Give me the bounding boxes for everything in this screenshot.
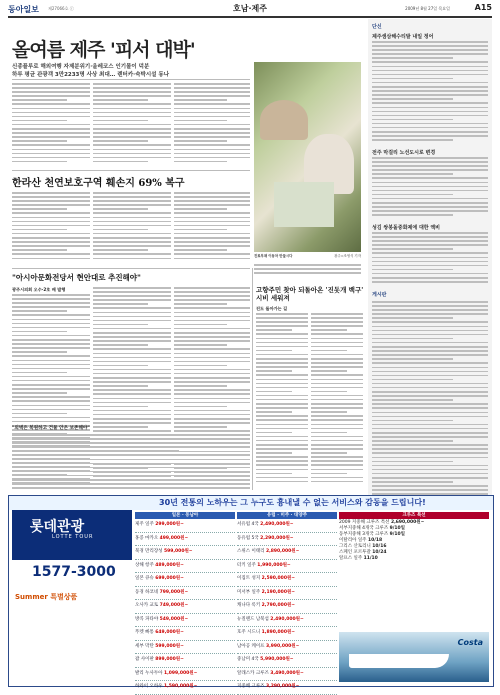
ad-table-row[interactable]: [237, 573, 337, 587]
article4-sub: 진도 돌아가는 길: [256, 306, 288, 311]
ad-product-name: 푸켓 빠통: [135, 630, 156, 635]
news-photo: [254, 62, 361, 252]
article4-headline: 고향주민 찾아 되돌아온 '진돗개 백구' 시비 세워져: [256, 286, 364, 302]
masthead: 동아일보: [8, 5, 39, 14]
ad-product-name: 동유럽 5국: [237, 535, 261, 541]
ad-product-price: 549,000원~: [159, 616, 189, 622]
article1-headline: 올여름 제주 '피서 대박': [12, 39, 195, 61]
ad-table-row[interactable]: [339, 555, 489, 561]
ad-table-row[interactable]: [135, 681, 235, 695]
ad-table-row[interactable]: [135, 600, 235, 614]
ad-product-price: 2,490,000원~: [260, 522, 294, 527]
ad-table-row[interactable]: [237, 546, 337, 560]
ad-table-row[interactable]: [237, 627, 337, 641]
header-rule: [8, 16, 492, 18]
ad-table-row[interactable]: [237, 587, 337, 601]
ad-table-row[interactable]: [237, 668, 337, 682]
photo-table: [274, 182, 334, 227]
ad-product-price: 9/10일: [389, 532, 406, 537]
ad-table-row[interactable]: [237, 519, 337, 533]
ad-product-name: 홍콩 마카오: [135, 535, 160, 541]
ad-product-name: 오사카 교토: [135, 603, 160, 608]
ad-product-price: 2,190,000원~: [261, 589, 296, 595]
article3-sub2: "외벽은 복원하고 건물 안은 보존해야": [12, 426, 90, 431]
ad-product-name: 제주 일주: [135, 522, 156, 527]
section-title: 호남·제주: [233, 4, 267, 13]
article4-body-col2: [311, 313, 363, 485]
ad-product-name: 서부지중해 4개국 크루즈: [339, 526, 390, 531]
ad-product-name: 스페인 포르투갈: [339, 550, 373, 555]
ad-table-row[interactable]: [135, 614, 235, 628]
sidebar-body-1: [372, 41, 488, 143]
ad-table-row[interactable]: [135, 587, 235, 601]
article2-body-col1: [12, 192, 90, 262]
ad-product-price: 10/24: [372, 550, 387, 555]
ad-brand-name: 롯데관광: [30, 519, 85, 535]
ad-product-name: 방콕 파타야: [135, 616, 160, 622]
ad-product-price: 799,000원~: [159, 589, 189, 595]
ad-product-price: 2,890,000원~: [265, 549, 300, 554]
photo-person: [260, 100, 308, 140]
ad-phone-box: [12, 560, 132, 588]
ad-product-name: 괌 사이판: [135, 657, 156, 662]
ad-product-name: 발리 누사두아: [135, 670, 164, 676]
ad-table-row[interactable]: [135, 641, 235, 655]
ad-product-price: 2,790,000원~: [261, 603, 296, 608]
ad-product-price: 3,290,000원~: [265, 684, 300, 689]
ad-product-price: 599,000원~: [163, 549, 193, 554]
ad-product-price: 10/18: [367, 538, 383, 543]
article4-body-col1: [256, 313, 308, 485]
ad-product-name: 스위스 이태리: [237, 549, 266, 554]
ad-table-row[interactable]: [135, 519, 235, 533]
sidebar-badge: 단신: [372, 24, 382, 30]
advertisement[interactable]: [8, 495, 494, 687]
ad-table-header: 크루즈 특선: [339, 512, 489, 519]
sidebar-body-3: [372, 232, 488, 285]
ad-product-name: 남아공 케이프: [237, 643, 266, 649]
ad-product-name: 하와이 오하우: [135, 684, 164, 689]
ad-phone-number: 1577-3000: [32, 564, 116, 580]
article2-headline: 한라산 천연보호구역 훼손지 69% 복구: [12, 178, 185, 189]
photo-credit: 광주=조영식 기자: [334, 254, 361, 258]
ad-slogan: 30년 전통의 노하우는 그 누구도 흉내낼 수 없는 서비스와 감동을 드립니다!: [159, 498, 426, 507]
ad-product-name: 호주 시드니: [237, 630, 262, 635]
ad-product-price: 599,000원~: [155, 643, 184, 649]
sidebar-headline-3: 성김 쌍봉돌중화제에 대한 액비: [372, 225, 441, 231]
ad-product-name: 상해 항주: [135, 562, 156, 568]
ad-product-price: 749,000원~: [159, 603, 189, 608]
news-sidebar: [368, 19, 492, 559]
notice-board-title: 게시판: [372, 292, 387, 298]
ad-product-price: 899,000원~: [155, 657, 184, 662]
ad-product-name: 이탈리아 일주: [339, 538, 368, 543]
ad-table-row[interactable]: [135, 546, 235, 560]
ad-product-price: 299,000원~: [155, 522, 184, 527]
ad-product-price: 9/10일: [389, 526, 406, 531]
ad-product-name: 알래스카 크루즈: [237, 670, 271, 676]
column-divider: [252, 268, 253, 490]
ad-table-row[interactable]: [135, 573, 235, 587]
ad-table-header: 일본 · 동남아: [135, 512, 235, 519]
ad-table-row[interactable]: [237, 641, 337, 655]
ad-table-row[interactable]: [237, 654, 337, 668]
ad-product-price: 2,290,000원~: [260, 535, 294, 541]
article1-subhead-2: 하루 평균 관광객 3만2233명 사상 최대… 렌터카·숙박시설 동나: [12, 72, 170, 78]
ad-product-name: 서유럽 4국: [237, 522, 261, 527]
article1-body-col2: [93, 83, 171, 165]
article1-subhead-1: 신종플루로 해외여행 자제분위기·올레코스 인기몰이 덕분: [12, 64, 150, 70]
ad-product-price: 1,590,000원~: [163, 684, 198, 689]
ad-table-row[interactable]: [135, 533, 235, 547]
ad-product-price: 3,490,000원~: [270, 670, 304, 676]
ad-product-price: 2,490,000원~: [270, 616, 304, 622]
ad-product-name: 일본 큐슈: [135, 576, 156, 581]
ad-product-price: 3,990,000원~: [265, 643, 300, 649]
ad-table-row[interactable]: [237, 681, 337, 695]
ad-table-row[interactable]: [237, 600, 337, 614]
article3-body-bottom: [12, 434, 250, 491]
article3-headline: "아시아문화전당서 현안대로 추진해야": [12, 273, 141, 282]
ad-table-row[interactable]: [237, 533, 337, 547]
ad-table-header: 유럽 · 미주 · 대양주: [237, 512, 337, 519]
sidebar-headline-1: 제주샘삼해수티발 내일 정어: [372, 34, 434, 40]
ad-cruise-panel: [339, 512, 489, 682]
photo-caption-body: [254, 264, 361, 276]
ad-product-name: 뉴질랜드 남북섬: [237, 616, 271, 622]
article1-body-col3: [174, 83, 250, 165]
photo-caption: [254, 254, 361, 258]
ad-product-price: 10/16: [372, 544, 387, 549]
ad-product-name: 동부지중해 3개국 크루즈: [339, 532, 390, 537]
ad-product-price: 2,590,000원~: [261, 576, 296, 581]
ad-product-price: 489,000원~: [155, 562, 184, 568]
ad-product-name: 알프스 일주: [339, 556, 364, 561]
ad-table-left: [135, 512, 235, 689]
ad-table-row[interactable]: [237, 614, 337, 628]
ad-table-row[interactable]: [135, 627, 235, 641]
issue-number: 제27066호 ⓒ: [48, 6, 74, 11]
ad-product-price: 699,000원~: [155, 576, 184, 581]
ad-product-name: 동경 하코네: [135, 589, 160, 595]
ad-product-price: 1,990,000원~: [257, 562, 291, 568]
ad-product-name: 미서부 일주: [237, 589, 262, 595]
ad-product-name: 북경 만리장성: [135, 549, 164, 554]
ad-product-price: 649,000원~: [155, 630, 184, 635]
ad-brand-name-en: LOTTE TOUR: [52, 534, 94, 540]
ad-slogan-bar: [9, 496, 493, 510]
ad-product-name: 세부 막탄: [135, 643, 156, 649]
article3-sub1: 광주시의회 오수·2호 배 발행: [12, 287, 66, 292]
ad-product-name: 터키 일주: [237, 562, 258, 568]
notice-board-body: [372, 301, 488, 514]
ad-product-price: 2,690,000원~: [390, 520, 425, 525]
ad-table-row[interactable]: [237, 560, 337, 574]
ad-promo-label: Summer 특별상품: [15, 593, 78, 601]
ad-product-name: 중남미 4국: [237, 657, 261, 662]
ad-table-row[interactable]: [135, 668, 235, 682]
ad-product-price: 1,890,000원~: [261, 630, 296, 635]
ad-brand-logo: [12, 510, 132, 560]
page-number: A15: [474, 3, 492, 12]
sidebar-body-2: [372, 157, 488, 218]
ad-product-name: 캐나다 록키: [237, 603, 262, 608]
ad-product-name: 그리스 산토리니: [339, 544, 373, 549]
ad-product-price: 11/10: [363, 556, 378, 561]
ad-product-name: 지중해 크루즈: [237, 684, 266, 689]
ad-table-row[interactable]: [135, 654, 235, 668]
divider: [12, 170, 250, 171]
photo-caption-title: 진료부채 이동차 만들시다: [254, 254, 293, 258]
ad-product-name: 2009 지중해 크루즈 특선: [339, 520, 391, 525]
ad-product-price: 499,000원~: [159, 535, 189, 541]
divider: [12, 268, 250, 269]
ship-shape: [349, 654, 449, 668]
cruise-ship-image: [339, 632, 489, 682]
divider: [12, 79, 250, 80]
article2-body-col2: [93, 192, 171, 262]
ad-table-mid: [237, 512, 337, 689]
ad-product-name: 이집트 성지: [237, 576, 262, 581]
article2-body-col3: [174, 192, 250, 262]
ad-product-price: 5,990,000원~: [260, 657, 294, 662]
ad-product-price: 1,099,000원~: [163, 670, 198, 676]
issue-date: 2009년 8월 27일 목요일: [405, 6, 450, 11]
costa-logo: Costa: [457, 638, 483, 647]
ad-table-row[interactable]: [135, 560, 235, 574]
sidebar-headline-2: 전주 막걸리 노선도시로 변경: [372, 150, 436, 156]
article1-body-col1: [12, 83, 90, 165]
